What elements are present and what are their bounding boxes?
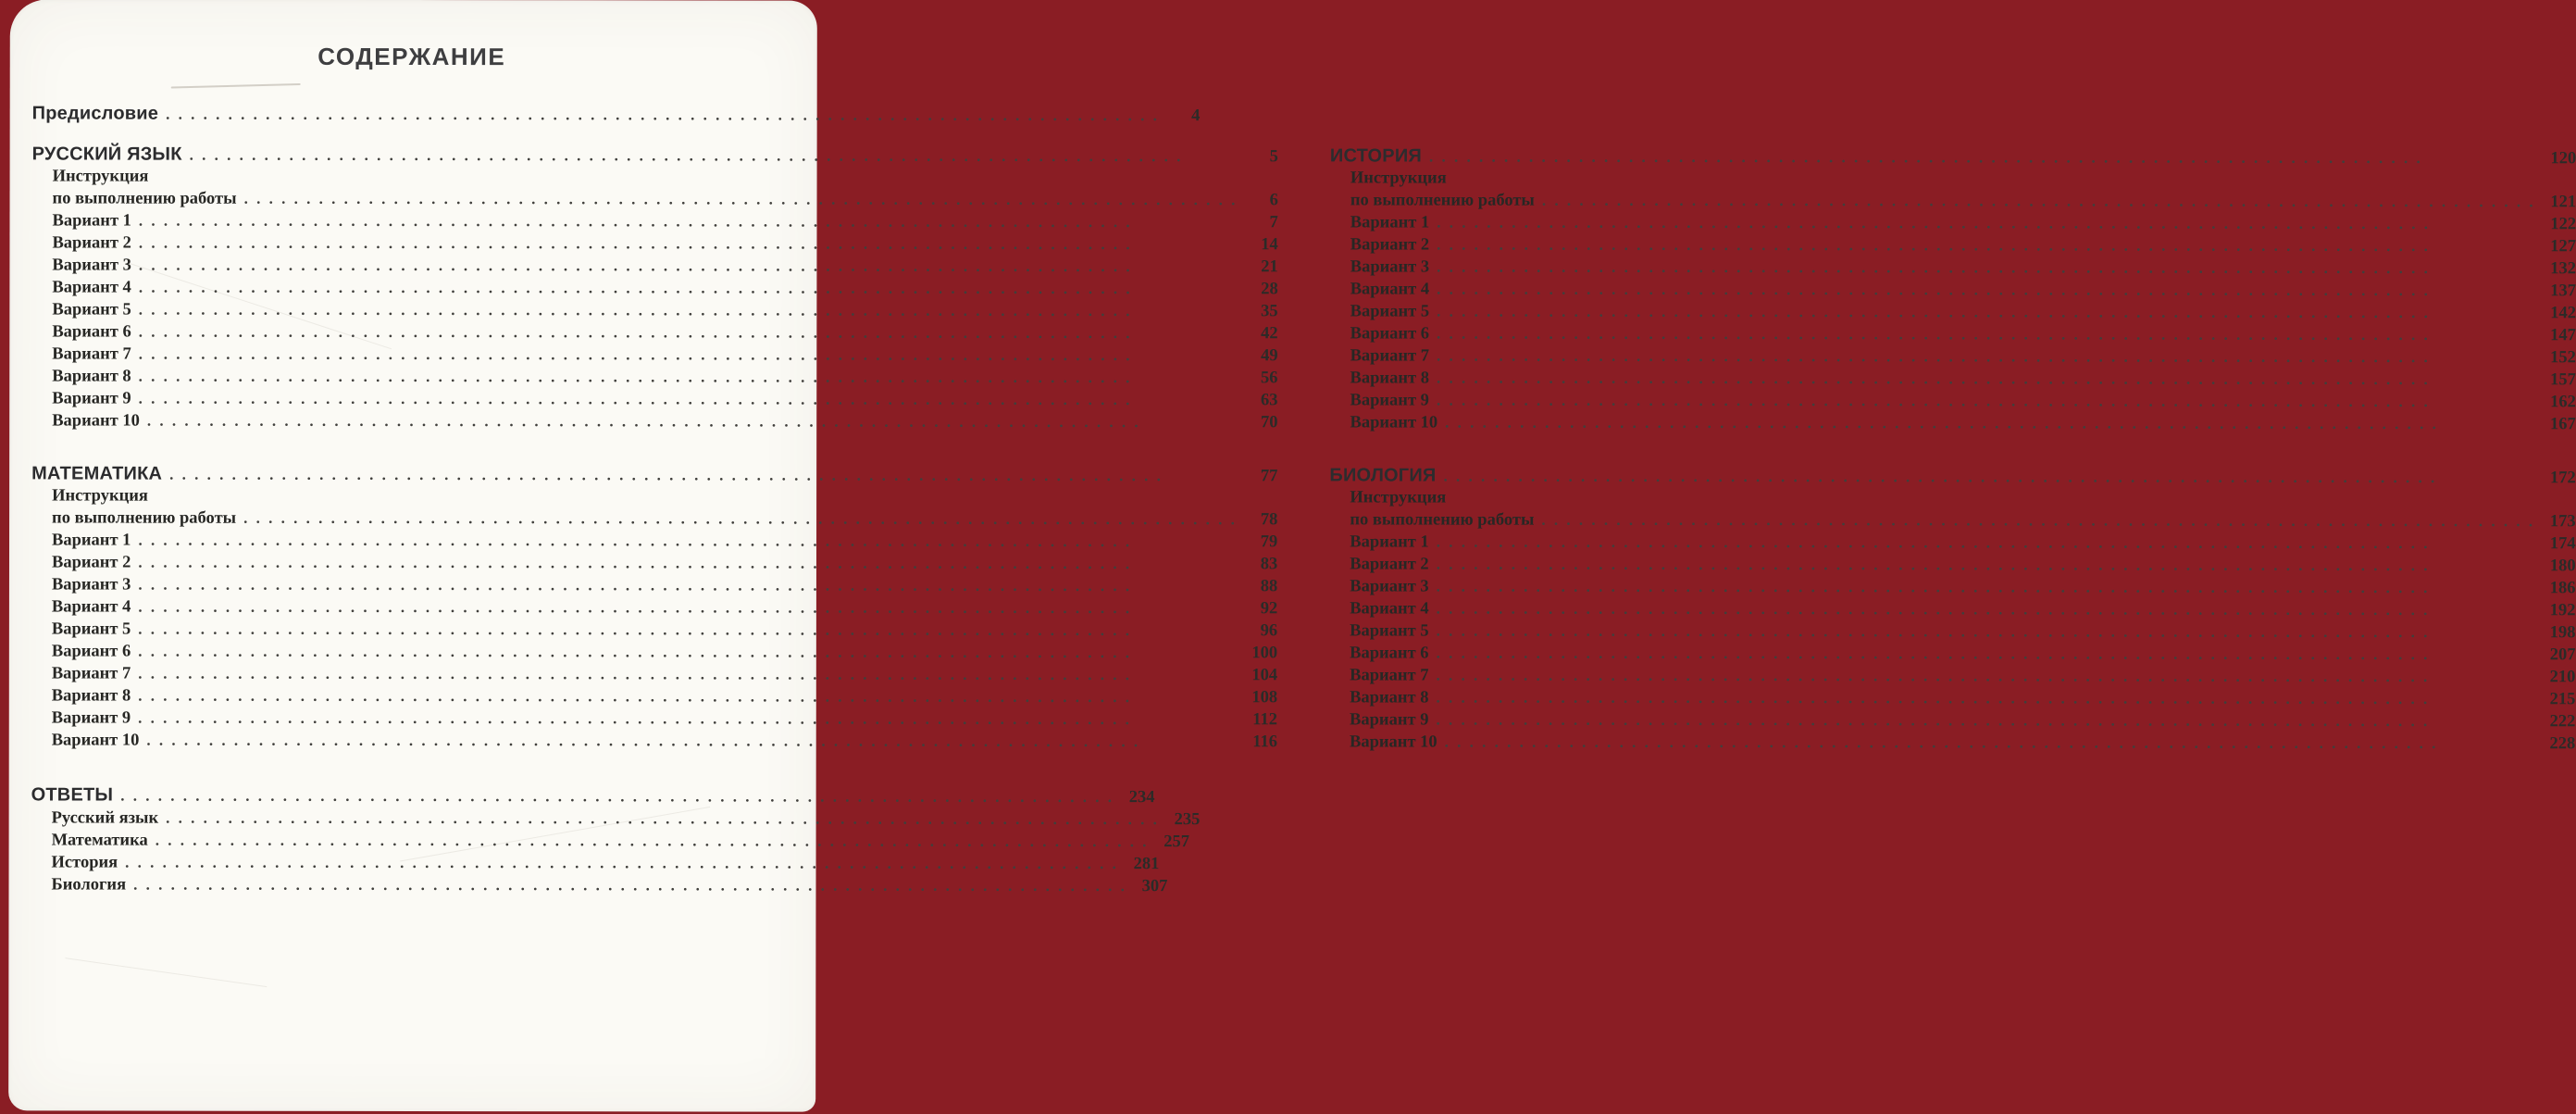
dot-leader <box>1443 466 2534 490</box>
variant-entry-label: Вариант 4 <box>1350 280 1430 299</box>
dot-leader <box>138 707 1237 732</box>
dot-leader <box>139 321 1238 345</box>
dot-leader <box>243 507 1237 531</box>
dot-leader <box>139 255 1238 279</box>
variant-entry-page-number: 215 <box>2549 690 2576 709</box>
instruction-line2 <box>1329 508 2575 532</box>
toc-section <box>1329 465 2576 755</box>
variant-entry <box>31 729 1277 753</box>
dot-leader <box>1437 279 2535 303</box>
dot-leader <box>190 144 1238 169</box>
toc-entry-preface <box>31 103 1201 126</box>
dot-leader <box>138 574 1237 598</box>
variant-entry <box>31 529 1277 553</box>
instruction-line1-label: Инструкция <box>52 486 148 506</box>
answers-entry-page-number: 307 <box>1141 877 1168 896</box>
instruction-line2-label: по выполнению работы <box>1350 510 1535 530</box>
answers-entry-label: Биология <box>51 875 127 895</box>
section-title-label: МАТЕМАТИКА <box>31 463 163 484</box>
variant-entry-label: Вариант 2 <box>1350 235 1430 255</box>
variant-entry-page-number: 104 <box>1251 666 1278 685</box>
scan-scratch-artifact <box>65 958 267 987</box>
variant-entry-label: Вариант 3 <box>1350 257 1430 277</box>
variant-entry <box>1329 597 2575 621</box>
dot-leader <box>1437 257 2535 281</box>
instruction-line1-label: Инструкция <box>52 167 149 186</box>
variant-entry-label: Вариант 10 <box>1350 413 1438 432</box>
dot-leader <box>1437 390 2535 414</box>
variant-entry <box>1330 344 2576 369</box>
variant-entry-label: Вариант 4 <box>1350 599 1429 619</box>
dot-leader <box>156 830 1149 853</box>
section-title-label: РУССКИЙ ЯЗЫК <box>31 144 182 165</box>
answers-title <box>31 784 1155 807</box>
dot-leader <box>166 104 1159 127</box>
section-title-page-number: 5 <box>1269 147 1278 167</box>
variant-entry <box>1330 322 2576 346</box>
instruction-line1 <box>1329 487 2575 510</box>
variant-entry-label: Вариант 5 <box>51 620 131 639</box>
variant-entry <box>1330 256 2576 280</box>
variant-entry-page-number: 14 <box>1261 235 1278 255</box>
variant-entry <box>31 387 1277 411</box>
dot-leader <box>1437 234 2535 258</box>
variant-entry-label: Вариант 1 <box>1350 213 1430 232</box>
variant-entry <box>31 640 1277 664</box>
section-title <box>31 463 1277 487</box>
answers-entry-label: Математика <box>51 831 148 850</box>
variant-entry <box>1330 233 2576 257</box>
dot-leader <box>169 464 1237 488</box>
variant-entry-label: Вариант 3 <box>51 575 131 595</box>
dot-leader <box>1437 643 2535 667</box>
variant-entry-page-number: 162 <box>2550 393 2576 412</box>
section-title-page-number: 172 <box>2549 469 2576 488</box>
section-title <box>1330 145 2576 169</box>
dot-leader <box>138 596 1237 620</box>
page-title: СОДЕРЖАНИЕ <box>317 42 506 71</box>
instruction-line2-page-number: 78 <box>1260 510 1278 530</box>
answers-entry <box>31 873 1168 896</box>
answers-title-page-number: 234 <box>1128 788 1155 807</box>
variant-entry <box>31 707 1277 731</box>
variant-entry-page-number: 96 <box>1260 621 1278 641</box>
dot-leader <box>139 344 1238 368</box>
answers-entry-page-number: 281 <box>1133 855 1160 874</box>
preface-label: Предисловие <box>31 103 159 124</box>
instruction-line2 <box>32 187 1278 211</box>
answers-entry-page-number: 257 <box>1164 832 1189 852</box>
dot-leader <box>139 388 1238 412</box>
instruction-line2-label: по выполнению работы <box>1350 191 1535 210</box>
variant-entry-page-number: 92 <box>1260 599 1278 619</box>
answers-entry-label: Русский язык <box>51 808 159 828</box>
variant-entry-label: Вариант 7 <box>51 664 131 683</box>
variant-entry-label: Вариант 8 <box>1350 369 1430 388</box>
toc-columns <box>31 144 2576 754</box>
toc-section <box>31 463 1278 753</box>
toc-content <box>31 42 2576 896</box>
section-title-page-number: 120 <box>2550 149 2576 169</box>
variant-entry-label: Вариант 8 <box>52 367 131 386</box>
dot-leader <box>1436 709 2534 733</box>
dot-leader <box>120 785 1114 808</box>
variant-entry-page-number: 180 <box>2549 557 2576 576</box>
instruction-line2-page-number: 6 <box>1269 191 1278 210</box>
variant-entry <box>31 551 1277 575</box>
variant-entry-label: Вариант 8 <box>51 686 131 706</box>
variant-entry-page-number: 198 <box>2549 623 2576 643</box>
variant-entry <box>31 573 1277 597</box>
variant-entry-label: Вариант 1 <box>52 531 131 550</box>
variant-entry-page-number: 192 <box>2549 601 2576 620</box>
variant-entry <box>31 684 1277 708</box>
variant-entry-label: Вариант 6 <box>1350 324 1430 344</box>
instruction-line1 <box>31 485 1277 508</box>
variant-entry-page-number: 63 <box>1261 391 1278 410</box>
section-title <box>1329 465 2575 489</box>
variant-entry-page-number: 167 <box>2550 415 2576 434</box>
dot-leader <box>139 210 1238 234</box>
variant-entry <box>1329 708 2575 732</box>
variant-entry <box>1330 300 2576 324</box>
dot-leader <box>138 619 1237 643</box>
dot-leader <box>138 641 1237 665</box>
variant-entry <box>31 365 1277 389</box>
dot-leader <box>1541 509 2534 532</box>
variant-entry <box>1330 389 2576 413</box>
dot-leader <box>1437 554 2535 578</box>
dot-leader <box>1437 576 2535 600</box>
variant-entry-page-number: 137 <box>2550 282 2576 301</box>
variant-entry-page-number: 186 <box>2549 579 2576 598</box>
dot-leader <box>1437 620 2535 645</box>
variant-entry <box>31 276 1277 300</box>
variant-entry <box>31 254 1277 278</box>
answers-entry <box>31 851 1160 874</box>
dot-leader <box>138 530 1237 554</box>
instruction-line2 <box>1330 189 2576 213</box>
variant-entry-page-number: 100 <box>1251 644 1278 663</box>
dot-leader <box>166 807 1159 831</box>
variant-entry-page-number: 152 <box>2550 348 2576 368</box>
variant-entry-label: Вариант 2 <box>51 553 131 572</box>
variant-entry-label: Вариант 5 <box>52 300 131 319</box>
variant-entry-page-number: 228 <box>2549 734 2576 754</box>
variant-entry <box>31 343 1277 367</box>
variant-entry-page-number: 70 <box>1260 413 1278 432</box>
variant-entry-page-number: 42 <box>1261 324 1278 344</box>
variant-entry-label: Вариант 2 <box>1350 555 1429 574</box>
dot-leader <box>139 232 1238 257</box>
dot-leader <box>1437 665 2535 689</box>
dot-leader <box>138 685 1237 709</box>
variant-entry <box>1329 620 2575 644</box>
dot-leader <box>1437 212 2535 236</box>
answers-entry <box>31 829 1189 852</box>
variant-entry <box>1329 731 2575 755</box>
variant-entry-label: Вариант 1 <box>1350 532 1429 552</box>
variant-entry <box>1330 367 2576 391</box>
variant-entry <box>31 618 1277 642</box>
variant-entry-label: Вариант 4 <box>52 278 131 297</box>
toc-column-left <box>31 144 1278 753</box>
variant-entry <box>31 595 1277 620</box>
instruction-line2-page-number: 121 <box>2550 193 2576 212</box>
section-title-label: БИОЛОГИЯ <box>1329 465 1437 486</box>
variant-entry-label: Вариант 8 <box>1350 688 1429 707</box>
preface-page-number: 4 <box>1191 106 1201 126</box>
dot-leader <box>244 188 1238 211</box>
variant-entry-page-number: 147 <box>2550 326 2576 345</box>
section-title-label: ИСТОРИЯ <box>1329 145 1423 167</box>
variant-entry-page-number: 21 <box>1261 257 1278 277</box>
variant-entry-page-number: 49 <box>1261 346 1278 366</box>
variant-entry <box>1329 686 2575 710</box>
variant-entry-page-number: 222 <box>2549 712 2576 732</box>
variant-entry <box>1329 642 2575 666</box>
variant-entry-label: Вариант 3 <box>1350 577 1429 596</box>
instruction-line2-label: по выполнению работы <box>52 189 237 208</box>
variant-entry-label: Вариант 6 <box>1350 644 1429 663</box>
instruction-line2 <box>31 507 1277 531</box>
variant-entry <box>31 662 1277 686</box>
variant-entry-label: Вариант 6 <box>52 322 131 342</box>
variant-entry <box>31 298 1277 322</box>
variant-entry <box>1329 575 2575 599</box>
toc-section <box>1329 145 2576 435</box>
variant-entry <box>31 209 1277 233</box>
variant-entry-page-number: 56 <box>1261 369 1278 388</box>
variant-entry-label: Вариант 10 <box>1350 732 1437 752</box>
variant-entry-label: Вариант 6 <box>51 642 131 661</box>
variant-entry-label: Вариант 9 <box>1350 391 1429 410</box>
variant-entry-label: Вариант 10 <box>51 731 140 750</box>
variant-entry <box>1329 411 2575 435</box>
variant-entry <box>1329 531 2575 555</box>
dot-leader <box>125 852 1118 875</box>
toc-section <box>31 144 1278 433</box>
dot-leader <box>138 552 1237 576</box>
variant-entry-page-number: 88 <box>1260 577 1278 596</box>
dot-leader <box>147 410 1238 434</box>
variant-entry-label: Вариант 9 <box>1350 710 1429 730</box>
variant-entry <box>1329 553 2575 577</box>
instruction-line2-page-number: 173 <box>2549 512 2576 532</box>
answers-entry-label: История <box>51 853 118 872</box>
dot-leader <box>139 299 1238 323</box>
toc-column-right <box>1329 145 2576 755</box>
section-title-page-number: 77 <box>1260 467 1278 486</box>
variant-entry-label: Вариант 10 <box>52 411 140 431</box>
dot-leader <box>1437 368 2535 392</box>
dot-leader <box>1542 190 2535 213</box>
answers-title-label: ОТВЕТЫ <box>31 784 114 806</box>
dot-leader <box>146 730 1237 754</box>
variant-entry-label: Вариант 5 <box>1350 302 1430 321</box>
section-title <box>32 144 1278 168</box>
dot-leader <box>1437 323 2535 347</box>
variant-entry-label: Вариант 7 <box>1350 666 1429 685</box>
variant-entry-page-number: 122 <box>2550 215 2576 234</box>
variant-entry <box>1330 278 2576 302</box>
variant-entry-page-number: 157 <box>2550 370 2576 390</box>
variant-entry-page-number: 79 <box>1260 532 1278 552</box>
variant-entry <box>31 232 1277 256</box>
variant-entry-label: Вариант 1 <box>52 211 131 231</box>
dot-leader <box>1437 532 2535 556</box>
variant-entry-page-number: 210 <box>2549 668 2576 687</box>
instruction-line2-label: по выполнению работы <box>52 508 237 528</box>
variant-entry-label: Вариант 4 <box>51 597 131 617</box>
dot-leader <box>1429 146 2535 170</box>
variant-entry-page-number: 7 <box>1269 213 1278 232</box>
variant-entry-label: Вариант 3 <box>52 256 131 275</box>
answers-entry <box>31 807 1201 830</box>
variant-entry-page-number: 207 <box>2549 645 2576 665</box>
scan-line-artifact <box>171 83 301 88</box>
variant-entry-page-number: 127 <box>2550 237 2576 257</box>
dot-leader <box>139 277 1238 301</box>
dot-leader <box>1445 412 2535 436</box>
dot-leader <box>133 874 1126 897</box>
dot-leader <box>139 366 1238 390</box>
variant-entry-label: Вариант 7 <box>52 344 131 364</box>
variant-entry-page-number: 83 <box>1260 555 1278 574</box>
variant-entry <box>31 320 1277 344</box>
variant-entry-label: Вариант 5 <box>1350 621 1429 641</box>
variant-entry <box>31 409 1277 433</box>
answers-entry-page-number: 235 <box>1174 810 1201 830</box>
variant-entry-page-number: 108 <box>1251 688 1278 707</box>
instruction-line1 <box>1330 168 2576 191</box>
dot-leader <box>1437 598 2535 622</box>
variant-entry-label: Вариант 2 <box>52 233 131 253</box>
instruction-line1 <box>32 166 1278 189</box>
toc-answers-section <box>31 784 1201 896</box>
variant-entry-page-number: 132 <box>2550 259 2576 279</box>
variant-entry <box>1330 211 2576 235</box>
variant-entry-page-number: 28 <box>1261 280 1278 299</box>
instruction-line1-label: Инструкция <box>1350 488 1447 507</box>
dot-leader <box>1436 687 2534 711</box>
book-page <box>8 0 2576 1112</box>
dot-leader <box>138 663 1237 687</box>
dot-leader <box>1437 301 2535 325</box>
variant-entry-label: Вариант 7 <box>1350 346 1430 366</box>
variant-entry-label: Вариант 9 <box>52 389 131 408</box>
instruction-line1-label: Инструкция <box>1350 169 1447 188</box>
variant-entry <box>1329 664 2575 688</box>
variant-entry-page-number: 174 <box>2549 534 2576 554</box>
variant-entry-page-number: 142 <box>2550 304 2576 323</box>
variant-entry-label: Вариант 9 <box>51 708 131 728</box>
variant-entry-page-number: 112 <box>1252 710 1278 730</box>
dot-leader <box>1445 732 2535 756</box>
variant-entry-page-number: 116 <box>1252 732 1278 752</box>
variant-entry-page-number: 35 <box>1261 302 1278 321</box>
dot-leader <box>1437 345 2535 369</box>
